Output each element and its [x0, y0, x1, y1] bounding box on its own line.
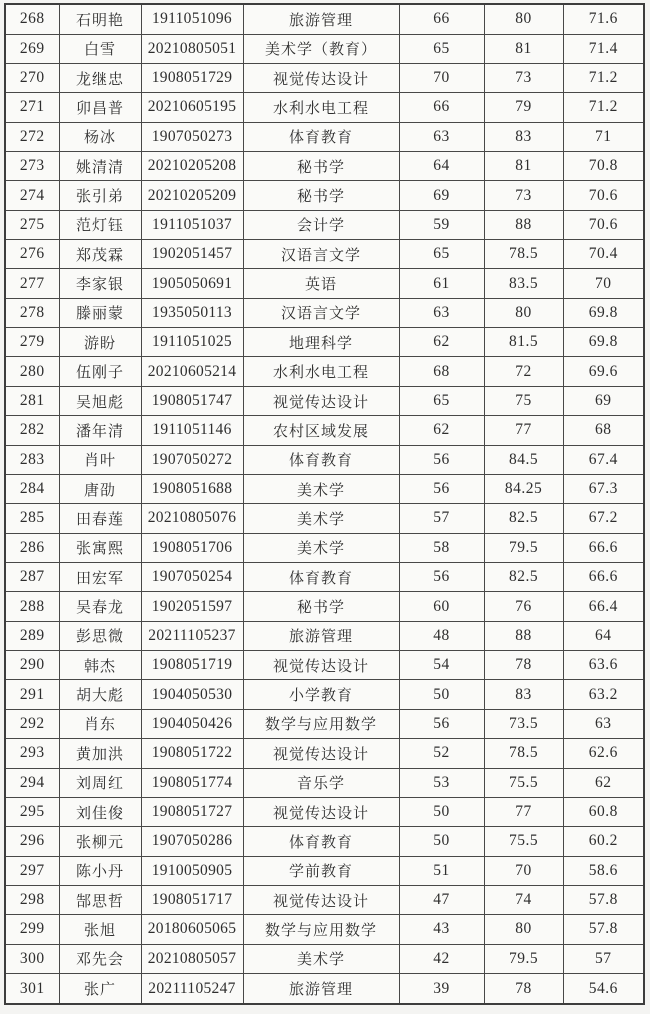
rank-cell: 285	[5, 504, 59, 533]
final-score-cell: 70.4	[563, 240, 644, 269]
name-cell: 姚清清	[59, 151, 141, 180]
rank-cell: 290	[5, 651, 59, 680]
student-id-cell: 1911051025	[141, 328, 243, 357]
score1-cell: 50	[399, 827, 484, 856]
score2-cell: 81.5	[484, 328, 563, 357]
score1-cell: 50	[399, 680, 484, 709]
rank-cell: 293	[5, 739, 59, 768]
rank-cell: 282	[5, 416, 59, 445]
final-score-cell: 66.6	[563, 533, 644, 562]
final-score-cell: 70.6	[563, 210, 644, 239]
major-cell: 英语	[243, 269, 399, 298]
table-row	[5, 768, 644, 797]
final-score-cell: 60.2	[563, 827, 644, 856]
score2-cell: 78	[484, 651, 563, 680]
rank-cell: 280	[5, 357, 59, 386]
major-cell: 水利水电工程	[243, 93, 399, 122]
major-cell: 会计学	[243, 210, 399, 239]
score1-cell: 65	[399, 34, 484, 63]
score2-cell: 77	[484, 416, 563, 445]
score1-cell: 48	[399, 621, 484, 650]
student-id-cell: 20180605065	[141, 915, 243, 944]
final-score-cell: 69.6	[563, 357, 644, 386]
major-cell: 旅游管理	[243, 4, 399, 34]
score2-cell: 75	[484, 386, 563, 415]
student-id-cell: 20210805051	[141, 34, 243, 63]
major-cell: 视觉传达设计	[243, 739, 399, 768]
table-row	[5, 621, 644, 650]
score2-cell: 82.5	[484, 563, 563, 592]
score1-cell: 70	[399, 63, 484, 92]
table-row	[5, 885, 644, 914]
final-score-cell: 71.2	[563, 63, 644, 92]
final-score-cell: 63	[563, 709, 644, 738]
final-score-cell: 60.8	[563, 797, 644, 826]
score2-cell: 77	[484, 797, 563, 826]
major-cell: 视觉传达设计	[243, 63, 399, 92]
score2-cell: 80	[484, 915, 563, 944]
student-id-cell: 1908051727	[141, 797, 243, 826]
rank-cell: 269	[5, 34, 59, 63]
score-ranking-table	[4, 3, 645, 1005]
rank-cell: 300	[5, 944, 59, 973]
score2-cell: 81	[484, 151, 563, 180]
score2-cell: 84.25	[484, 474, 563, 503]
table-row	[5, 651, 644, 680]
rank-cell: 286	[5, 533, 59, 562]
rank-cell: 273	[5, 151, 59, 180]
score1-cell: 52	[399, 739, 484, 768]
rank-cell: 292	[5, 709, 59, 738]
name-cell: 吴旭彪	[59, 386, 141, 415]
name-cell: 杨冰	[59, 122, 141, 151]
student-id-cell: 20210605195	[141, 93, 243, 122]
final-score-cell: 57	[563, 944, 644, 973]
rank-cell: 284	[5, 474, 59, 503]
table-row	[5, 210, 644, 239]
final-score-cell: 67.4	[563, 445, 644, 474]
major-cell: 美术学（教育）	[243, 34, 399, 63]
table-row	[5, 709, 644, 738]
major-cell: 体育教育	[243, 563, 399, 592]
table-row	[5, 357, 644, 386]
name-cell: 吴春龙	[59, 592, 141, 621]
rank-cell: 288	[5, 592, 59, 621]
score2-cell: 82.5	[484, 504, 563, 533]
table-row	[5, 151, 644, 180]
score2-cell: 73	[484, 181, 563, 210]
name-cell: 张引弟	[59, 181, 141, 210]
score1-cell: 56	[399, 474, 484, 503]
score2-cell: 76	[484, 592, 563, 621]
rank-cell: 294	[5, 768, 59, 797]
final-score-cell: 57.8	[563, 885, 644, 914]
score1-cell: 59	[399, 210, 484, 239]
student-id-cell: 1904050426	[141, 709, 243, 738]
major-cell: 视觉传达设计	[243, 386, 399, 415]
score1-cell: 62	[399, 416, 484, 445]
score1-cell: 61	[399, 269, 484, 298]
final-score-cell: 58.6	[563, 856, 644, 885]
major-cell: 体育教育	[243, 122, 399, 151]
name-cell: 黄加洪	[59, 739, 141, 768]
student-id-cell: 1911051037	[141, 210, 243, 239]
student-id-cell: 20210805057	[141, 944, 243, 973]
rank-cell: 297	[5, 856, 59, 885]
final-score-cell: 71	[563, 122, 644, 151]
score2-cell: 70	[484, 856, 563, 885]
name-cell: 邓先会	[59, 944, 141, 973]
student-id-cell: 1908051717	[141, 885, 243, 914]
table-row	[5, 827, 644, 856]
major-cell: 旅游管理	[243, 621, 399, 650]
name-cell: 卯昌普	[59, 93, 141, 122]
student-id-cell: 1904050530	[141, 680, 243, 709]
score2-cell: 78.5	[484, 739, 563, 768]
final-score-cell: 66.4	[563, 592, 644, 621]
score2-cell: 83.5	[484, 269, 563, 298]
name-cell: 白雪	[59, 34, 141, 63]
table-row	[5, 533, 644, 562]
score1-cell: 66	[399, 4, 484, 34]
final-score-cell: 71.6	[563, 4, 644, 34]
name-cell: 郜思哲	[59, 885, 141, 914]
student-id-cell: 1910050905	[141, 856, 243, 885]
name-cell: 伍刚子	[59, 357, 141, 386]
score2-cell: 73	[484, 63, 563, 92]
rank-cell: 272	[5, 122, 59, 151]
final-score-cell: 70	[563, 269, 644, 298]
student-id-cell: 1908051729	[141, 63, 243, 92]
score2-cell: 83	[484, 122, 563, 151]
score1-cell: 68	[399, 357, 484, 386]
name-cell: 肖叶	[59, 445, 141, 474]
table-row	[5, 416, 644, 445]
table-row	[5, 680, 644, 709]
name-cell: 胡大彪	[59, 680, 141, 709]
rank-cell: 295	[5, 797, 59, 826]
score1-cell: 42	[399, 944, 484, 973]
final-score-cell: 63.2	[563, 680, 644, 709]
name-cell: 肖东	[59, 709, 141, 738]
score2-cell: 78	[484, 974, 563, 1004]
final-score-cell: 69.8	[563, 328, 644, 357]
student-id-cell: 1908051706	[141, 533, 243, 562]
table-row	[5, 386, 644, 415]
rank-cell: 271	[5, 93, 59, 122]
score2-cell: 88	[484, 210, 563, 239]
table-row	[5, 240, 644, 269]
rank-cell: 291	[5, 680, 59, 709]
major-cell: 音乐学	[243, 768, 399, 797]
table-row	[5, 181, 644, 210]
final-score-cell: 68	[563, 416, 644, 445]
name-cell: 郑茂霖	[59, 240, 141, 269]
final-score-cell: 70.6	[563, 181, 644, 210]
student-id-cell: 1935050113	[141, 298, 243, 327]
major-cell: 秘书学	[243, 592, 399, 621]
major-cell: 美术学	[243, 533, 399, 562]
student-id-cell: 20211105247	[141, 974, 243, 1004]
student-id-cell: 1911051146	[141, 416, 243, 445]
table-row	[5, 915, 644, 944]
final-score-cell: 62.6	[563, 739, 644, 768]
score2-cell: 72	[484, 357, 563, 386]
score1-cell: 66	[399, 93, 484, 122]
student-id-cell: 1911051096	[141, 4, 243, 34]
table-row	[5, 34, 644, 63]
score2-cell: 81	[484, 34, 563, 63]
score1-cell: 56	[399, 709, 484, 738]
major-cell: 视觉传达设计	[243, 885, 399, 914]
score1-cell: 64	[399, 151, 484, 180]
rank-cell: 299	[5, 915, 59, 944]
student-id-cell: 1907050272	[141, 445, 243, 474]
rank-cell: 296	[5, 827, 59, 856]
score1-cell: 57	[399, 504, 484, 533]
name-cell: 潘年清	[59, 416, 141, 445]
rank-cell: 268	[5, 4, 59, 34]
name-cell: 田宏军	[59, 563, 141, 592]
rank-cell: 287	[5, 563, 59, 592]
major-cell: 美术学	[243, 944, 399, 973]
results-table-body	[5, 4, 644, 1004]
student-id-cell: 20211105237	[141, 621, 243, 650]
final-score-cell: 69.8	[563, 298, 644, 327]
major-cell: 体育教育	[243, 827, 399, 856]
score1-cell: 43	[399, 915, 484, 944]
table-row	[5, 856, 644, 885]
student-id-cell: 1902051597	[141, 592, 243, 621]
major-cell: 小学教育	[243, 680, 399, 709]
score2-cell: 79	[484, 93, 563, 122]
table-row	[5, 974, 644, 1004]
name-cell: 韩杰	[59, 651, 141, 680]
final-score-cell: 63.6	[563, 651, 644, 680]
score2-cell: 75.5	[484, 827, 563, 856]
score2-cell: 84.5	[484, 445, 563, 474]
rank-cell: 281	[5, 386, 59, 415]
score1-cell: 39	[399, 974, 484, 1004]
major-cell: 体育教育	[243, 445, 399, 474]
name-cell: 田春莲	[59, 504, 141, 533]
student-id-cell: 20210205208	[141, 151, 243, 180]
score1-cell: 53	[399, 768, 484, 797]
table-row	[5, 797, 644, 826]
name-cell: 刘周红	[59, 768, 141, 797]
score1-cell: 60	[399, 592, 484, 621]
major-cell: 数学与应用数学	[243, 915, 399, 944]
student-id-cell: 20210605214	[141, 357, 243, 386]
score2-cell: 79.5	[484, 533, 563, 562]
score1-cell: 51	[399, 856, 484, 885]
student-id-cell: 1907050254	[141, 563, 243, 592]
name-cell: 李家银	[59, 269, 141, 298]
table-row	[5, 739, 644, 768]
final-score-cell: 62	[563, 768, 644, 797]
major-cell: 秘书学	[243, 151, 399, 180]
name-cell: 范灯钰	[59, 210, 141, 239]
final-score-cell: 71.4	[563, 34, 644, 63]
score2-cell: 74	[484, 885, 563, 914]
table-row	[5, 563, 644, 592]
student-id-cell: 1908051747	[141, 386, 243, 415]
table-row	[5, 122, 644, 151]
major-cell: 学前教育	[243, 856, 399, 885]
final-score-cell: 54.6	[563, 974, 644, 1004]
score1-cell: 56	[399, 445, 484, 474]
name-cell: 张寓熙	[59, 533, 141, 562]
score2-cell: 88	[484, 621, 563, 650]
rank-cell: 275	[5, 210, 59, 239]
major-cell: 数学与应用数学	[243, 709, 399, 738]
score1-cell: 63	[399, 298, 484, 327]
student-id-cell: 20210205209	[141, 181, 243, 210]
score1-cell: 62	[399, 328, 484, 357]
rank-cell: 278	[5, 298, 59, 327]
rank-cell: 301	[5, 974, 59, 1004]
final-score-cell: 57.8	[563, 915, 644, 944]
rank-cell: 289	[5, 621, 59, 650]
score1-cell: 63	[399, 122, 484, 151]
score1-cell: 50	[399, 797, 484, 826]
table-row	[5, 445, 644, 474]
score2-cell: 75.5	[484, 768, 563, 797]
score1-cell: 47	[399, 885, 484, 914]
table-row	[5, 328, 644, 357]
score1-cell: 56	[399, 563, 484, 592]
name-cell: 石明艳	[59, 4, 141, 34]
table-row	[5, 298, 644, 327]
student-id-cell: 1907050286	[141, 827, 243, 856]
student-id-cell: 1908051719	[141, 651, 243, 680]
major-cell: 汉语言文学	[243, 298, 399, 327]
major-cell: 农村区域发展	[243, 416, 399, 445]
name-cell: 陈小丹	[59, 856, 141, 885]
name-cell: 游盼	[59, 328, 141, 357]
table-row	[5, 504, 644, 533]
score1-cell: 69	[399, 181, 484, 210]
rank-cell: 274	[5, 181, 59, 210]
student-id-cell: 1905050691	[141, 269, 243, 298]
final-score-cell: 64	[563, 621, 644, 650]
final-score-cell: 67.3	[563, 474, 644, 503]
score1-cell: 65	[399, 386, 484, 415]
table-row	[5, 93, 644, 122]
table-row	[5, 269, 644, 298]
student-id-cell: 20210805076	[141, 504, 243, 533]
score1-cell: 58	[399, 533, 484, 562]
rank-cell: 279	[5, 328, 59, 357]
final-score-cell: 66.6	[563, 563, 644, 592]
name-cell: 唐劭	[59, 474, 141, 503]
rank-cell: 276	[5, 240, 59, 269]
table-row	[5, 592, 644, 621]
score1-cell: 65	[399, 240, 484, 269]
final-score-cell: 71.2	[563, 93, 644, 122]
name-cell: 张广	[59, 974, 141, 1004]
final-score-cell: 70.8	[563, 151, 644, 180]
score2-cell: 80	[484, 4, 563, 34]
name-cell: 滕丽蒙	[59, 298, 141, 327]
name-cell: 龙继忠	[59, 63, 141, 92]
major-cell: 视觉传达设计	[243, 651, 399, 680]
table-row	[5, 4, 644, 34]
rank-cell: 298	[5, 885, 59, 914]
score-table-container	[4, 3, 643, 1005]
score2-cell: 79.5	[484, 944, 563, 973]
score2-cell: 73.5	[484, 709, 563, 738]
table-row	[5, 944, 644, 973]
student-id-cell: 1907050273	[141, 122, 243, 151]
name-cell: 张柳元	[59, 827, 141, 856]
major-cell: 地理科学	[243, 328, 399, 357]
rank-cell: 283	[5, 445, 59, 474]
name-cell: 张旭	[59, 915, 141, 944]
score1-cell: 54	[399, 651, 484, 680]
major-cell: 汉语言文学	[243, 240, 399, 269]
final-score-cell: 67.2	[563, 504, 644, 533]
rank-cell: 277	[5, 269, 59, 298]
major-cell: 美术学	[243, 474, 399, 503]
name-cell: 刘佳俊	[59, 797, 141, 826]
name-cell: 彭思微	[59, 621, 141, 650]
student-id-cell: 1908051722	[141, 739, 243, 768]
table-row	[5, 63, 644, 92]
score2-cell: 78.5	[484, 240, 563, 269]
rank-cell: 270	[5, 63, 59, 92]
score2-cell: 80	[484, 298, 563, 327]
major-cell: 视觉传达设计	[243, 797, 399, 826]
major-cell: 美术学	[243, 504, 399, 533]
student-id-cell: 1908051688	[141, 474, 243, 503]
final-score-cell: 69	[563, 386, 644, 415]
table-row	[5, 474, 644, 503]
student-id-cell: 1908051774	[141, 768, 243, 797]
major-cell: 秘书学	[243, 181, 399, 210]
major-cell: 水利水电工程	[243, 357, 399, 386]
major-cell: 旅游管理	[243, 974, 399, 1004]
student-id-cell: 1902051457	[141, 240, 243, 269]
score2-cell: 83	[484, 680, 563, 709]
